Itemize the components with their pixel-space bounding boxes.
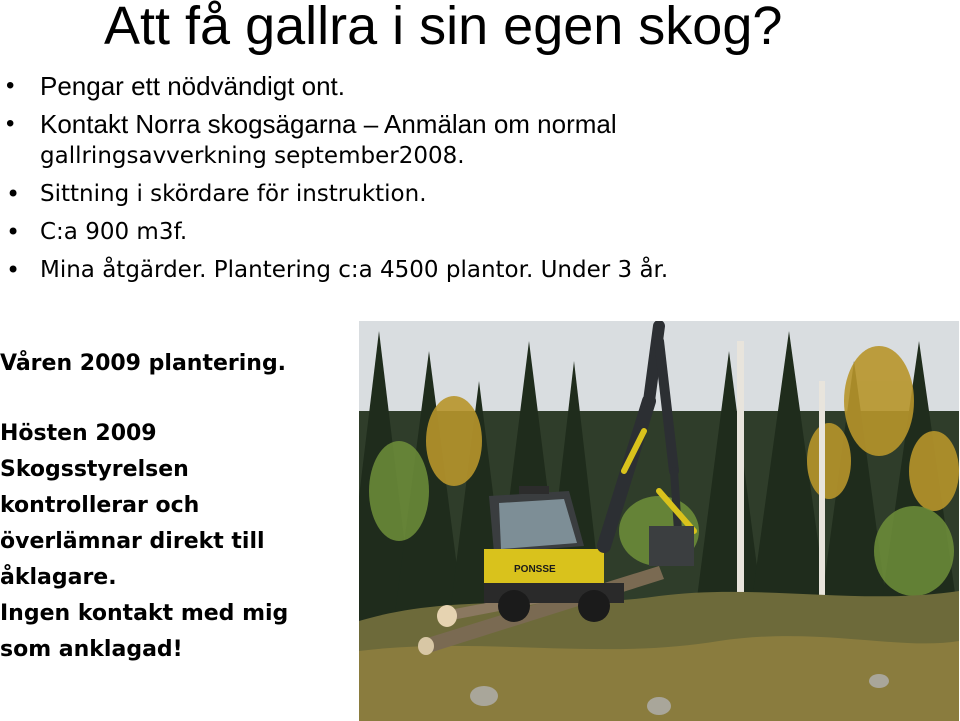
autumn-note-line: kontrollerar och bbox=[0, 493, 200, 518]
bullet-item bbox=[0, 254, 668, 286]
bullet-dot-icon: • bbox=[6, 180, 21, 208]
bullet-continuation bbox=[0, 140, 668, 172]
bullet-item bbox=[0, 178, 668, 210]
bullet-dot-icon: • bbox=[6, 110, 15, 137]
bullet-text: Kontakt Norra skogsägarna – Anmälan om normal bbox=[40, 109, 617, 139]
autumn-note-line: Ingen kontakt med mig bbox=[0, 601, 289, 626]
spring-note: Våren 2009 plantering. bbox=[0, 351, 287, 376]
harvester-photo bbox=[359, 321, 959, 721]
bullet-text: Pengar ett nödvändigt ont. bbox=[40, 71, 346, 101]
bullet-text: Sittning i skördare för instruktion. bbox=[40, 181, 427, 207]
side-notes bbox=[0, 346, 340, 668]
bullet-dot-icon: • bbox=[6, 72, 15, 99]
machine-label: PONSSE bbox=[514, 564, 556, 575]
bullet-list bbox=[0, 70, 668, 292]
bullet-text: C:a 900 m3f. bbox=[40, 219, 188, 245]
bullet-dot-icon: • bbox=[6, 218, 21, 246]
autumn-note-line: som anklagad! bbox=[0, 637, 183, 662]
bullet-text: gallringsavverkning september2008. bbox=[40, 143, 465, 169]
bullet-text: Mina åtgärder. Plantering c:a 4500 plantor. Under 3 år. bbox=[40, 257, 669, 283]
autumn-note-line: åklagare. bbox=[0, 565, 117, 590]
autumn-note-line: Hösten 2009 bbox=[0, 421, 157, 446]
autumn-note-line: överlämnar direkt till bbox=[0, 529, 265, 554]
bullet-item bbox=[0, 70, 668, 102]
autumn-note-line: Skogsstyrelsen bbox=[0, 457, 189, 482]
bullet-item bbox=[0, 216, 668, 248]
slide-title: Att få gallra i sin egen skog? bbox=[104, 0, 783, 56]
bullet-item bbox=[0, 108, 668, 140]
bullet-dot-icon: • bbox=[6, 256, 21, 284]
